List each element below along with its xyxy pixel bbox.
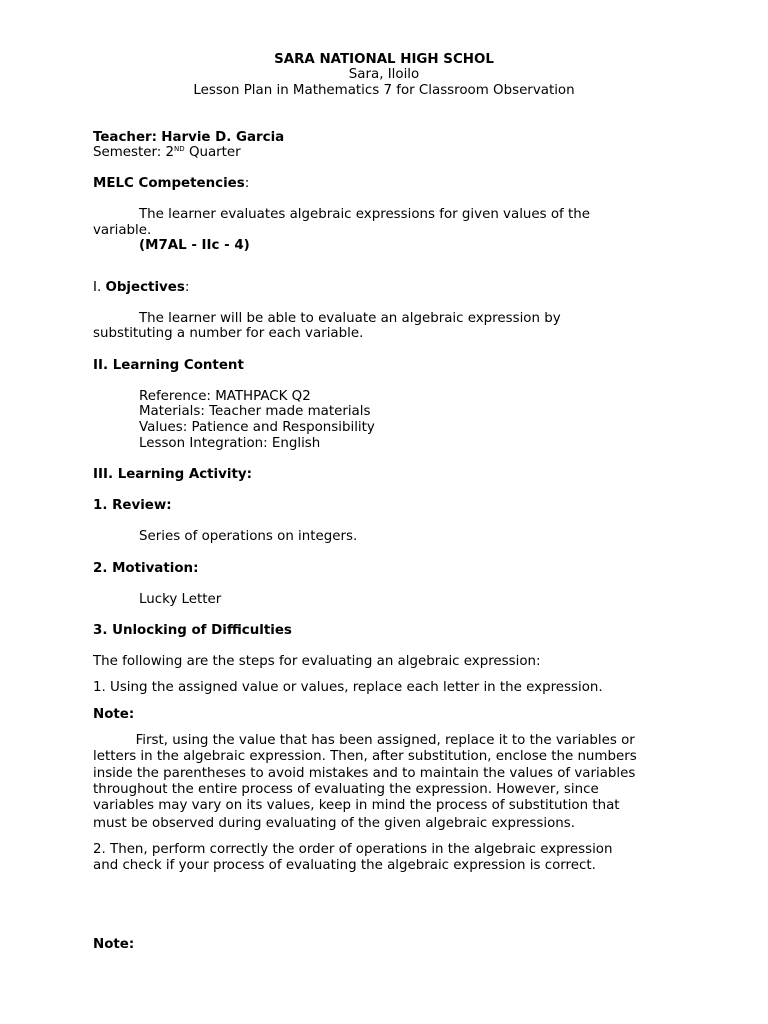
semester-rest: Quarter [184, 145, 241, 160]
note-line-6: must be observed during evaluating of the given algebraic expressions. [93, 816, 575, 831]
school-name: SARA NATIONAL HIGH SCHOL [274, 52, 494, 67]
school-location: Sara, Iloilo [348, 67, 420, 82]
unlocking-step-2-line-2: and check if your process of evaluating the algebraic expression is correct. [93, 858, 596, 873]
unlocking-intro: The following are the steps for evaluating an algebraic expression: [93, 654, 541, 669]
semester-ordinal-suffix: ND [174, 145, 185, 153]
objectives-colon: : [184, 280, 190, 295]
objectives-heading-line [93, 280, 693, 296]
objectives-text-line-1: The learner will be able to evaluate an algebraic expression by [139, 311, 561, 326]
melc-code: (M7AL - IIc - 4) [139, 238, 250, 253]
content-item-materials: Materials: Teacher made materials [139, 404, 371, 419]
lesson-plan-title: Lesson Plan in Mathematics 7 for Classroom Observation [193, 83, 575, 98]
melc-heading: MELC Competencies [93, 176, 245, 191]
melc-text-line-2: variable. [93, 223, 152, 238]
objectives-text-line-2: substituting a number for each variable. [93, 326, 364, 341]
motivation-heading: 2. Motivation: [93, 561, 199, 576]
melc-colon: : [244, 176, 250, 191]
learning-content-heading: II. Learning Content [93, 358, 244, 373]
note-line-3: inside the parentheses to avoid mistakes and to maintain the values of variables [93, 766, 636, 781]
objectives-heading: Objectives [105, 280, 185, 295]
note-line-1: First, using the value that has been assigned, replace it to the variables or [93, 733, 635, 748]
content-item-integration: Lesson Integration: English [139, 436, 321, 451]
melc-heading-line [93, 176, 693, 192]
semester-label: Semester: 2 [93, 145, 175, 160]
unlocking-step-2-line-1: 2. Then, perform correctly the order of operations in the algebraic expression [93, 842, 613, 857]
unlocking-heading: 3. Unlocking of Difficulties [93, 623, 292, 638]
unlocking-step-1: 1. Using the assigned value or values, replace each letter in the expression. [93, 680, 603, 695]
note-line-2: letters in the algebraic expression. Then, after substitution, enclose the numbers [93, 749, 637, 764]
learning-activity-heading: III. Learning Activity: [93, 467, 252, 482]
teacher-label: Teacher: [93, 130, 157, 145]
melc-text-line-1: The learner evaluates algebraic expressions for given values of the [139, 207, 591, 222]
teacher-name: Harvie D. Garcia [161, 130, 285, 145]
semester-line [93, 145, 693, 161]
content-item-values: Values: Patience and Responsibility [139, 420, 375, 435]
note-label-2: Note: [93, 937, 135, 952]
review-text: Series of operations on integers. [139, 529, 358, 544]
note-line-5: variables may vary on its values, keep in mind the process of substitution that [93, 798, 620, 813]
note-label: Note: [93, 707, 135, 722]
review-heading: 1. Review: [93, 498, 172, 513]
content-item-reference: Reference: MATHPACK Q2 [139, 389, 311, 404]
teacher-line [93, 130, 693, 146]
objectives-numeral: I. [93, 280, 106, 295]
note-line-4: throughout the entire process of evaluating the expression. However, since [93, 782, 599, 797]
motivation-text: Lucky Letter [139, 592, 222, 607]
